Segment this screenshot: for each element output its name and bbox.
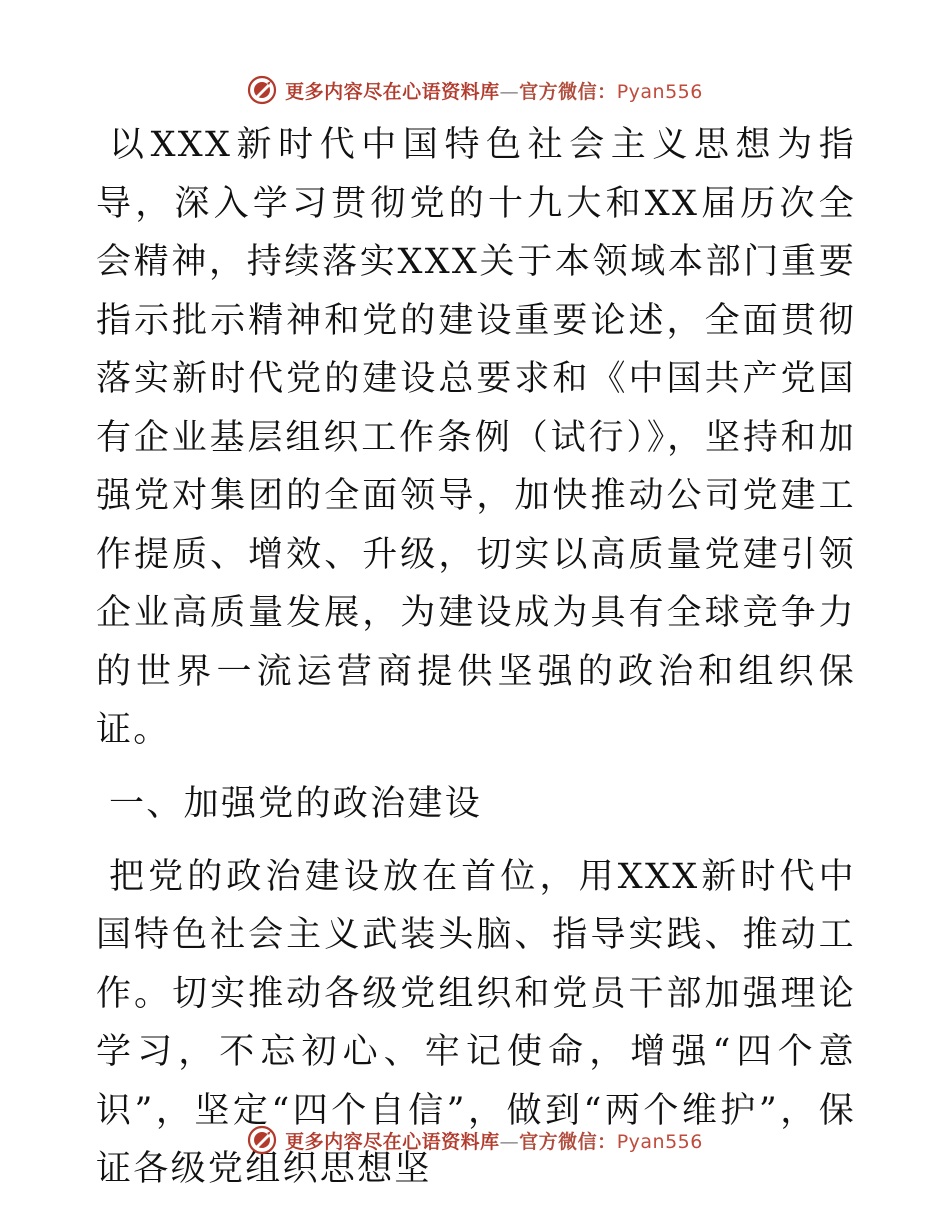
watermark-wechat-id: Pyan556 bbox=[616, 80, 703, 103]
watermark-text bbox=[285, 1127, 703, 1154]
watermark-site: 更多内容尽在心语资料库 bbox=[285, 1130, 500, 1153]
watermark-site: 更多内容尽在心语资料库 bbox=[285, 80, 500, 103]
header-watermark bbox=[0, 70, 950, 110]
watermark-dash: — bbox=[499, 80, 520, 103]
section-heading: 一、加强党的政治建设 bbox=[109, 783, 483, 824]
document-body bbox=[96, 116, 856, 1199]
watermark-dash: — bbox=[499, 1130, 520, 1153]
section-paragraph: 把党的政治建设放在首位，用XXX新时代中国特色社会主义武装头脑、指导实践、推动工作。切实推动各级党组织和党员干部加强理论学习，不忘初心、牢记使命，增强“四个意识”，坚定“四个自信”，做到“两个维护”，保证各级党组织思想坚 bbox=[96, 856, 856, 1189]
pen-logo-icon bbox=[247, 1125, 277, 1155]
watermark-label: 官方微信： bbox=[519, 1130, 617, 1153]
footer-watermark bbox=[0, 1120, 950, 1160]
intro-paragraph: 以XXX新时代中国特色社会主义思想为指导，深入学习贯彻党的十九大和XX届历次全会精神，持续落实XXX关于本领域本部门重要指示批示精神和党的建设重要论述，全面贯彻落实新时代党的建设总要求和《中国共产党国有企业基层组织工作条例（试行）》，坚持和加强党对集团的全面领导，加快推动公司党建工作提质、增效、升级，切实以高质量党建引领企业高质量发展，为建设成为具有全球竞争力的世界一流运营商提供坚强的政治和组织保证。 bbox=[96, 125, 856, 750]
watermark-text bbox=[285, 77, 703, 104]
pen-logo-icon bbox=[247, 75, 277, 105]
watermark-label: 官方微信： bbox=[519, 80, 617, 103]
watermark-wechat-id: Pyan556 bbox=[616, 1130, 703, 1153]
